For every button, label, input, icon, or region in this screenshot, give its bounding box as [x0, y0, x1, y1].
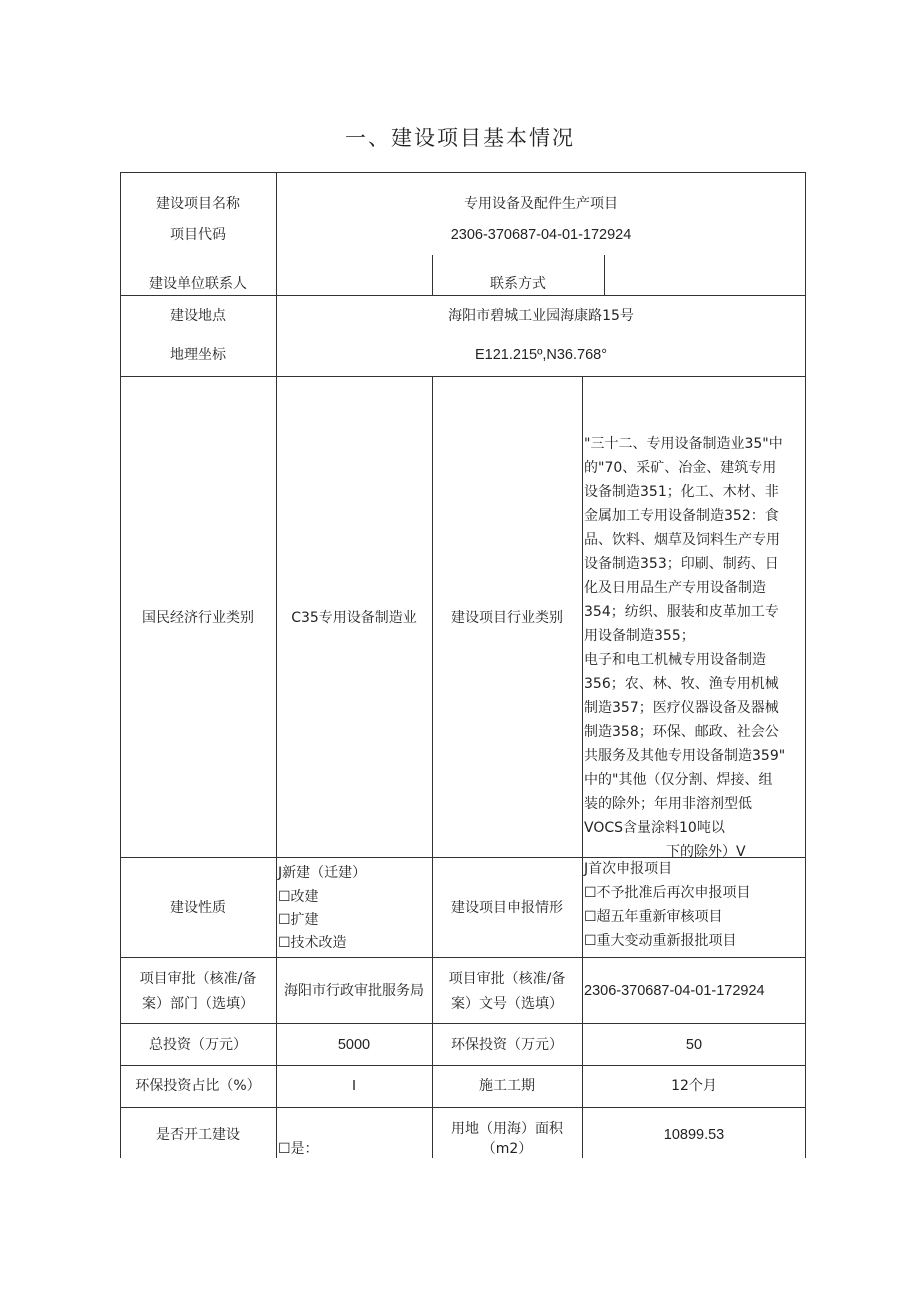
industry-value: C35专用设备制造业	[291, 610, 417, 626]
project-industry-line: 装的除外；年用非溶剂型低	[584, 796, 752, 812]
approval-dept-label-2: 案）部门（选填）	[142, 996, 254, 1012]
project-industry-line: 共服务及其他专用设备制造359"	[584, 748, 786, 764]
contact-person-label: 建设单位联系人	[149, 276, 247, 292]
construction-period-value: 12个月	[671, 1078, 717, 1094]
nature-option-new[interactable]: J新建（迁建）	[278, 865, 367, 881]
land-area-label-1: 用地（用海）面积	[451, 1121, 563, 1137]
industry-label: 国民经济行业类别	[142, 610, 254, 626]
row-divider	[120, 1065, 806, 1066]
project-industry-line: 设备制造351；化工、木材、非	[584, 484, 779, 500]
location-value: 海阳市碧城工业园海康路15号	[448, 308, 634, 324]
approval-doc-value: 2306-370687-04-01-172924	[584, 983, 765, 999]
row-divider	[120, 1107, 806, 1108]
total-investment-label: 总投资（万元）	[149, 1037, 247, 1053]
row-divider	[120, 1023, 806, 1024]
project-industry-line: 制造357；医疗仪器设备及器械	[584, 700, 779, 716]
construction-period-label: 施工工期	[479, 1078, 535, 1094]
total-investment-value: 5000	[337, 1037, 371, 1053]
row-divider	[120, 957, 806, 958]
page-title: 一、建设项目基本情况	[345, 126, 575, 150]
project-name-value: 专用设备及配件生产项目	[464, 196, 618, 212]
project-code-label: 项目代码	[170, 227, 226, 243]
declare-option-major-change[interactable]: ☐重大变动重新报批项目	[584, 933, 737, 949]
nature-option-rebuild[interactable]: ☐改建	[278, 889, 319, 905]
started-label: 是否开工建设	[156, 1127, 240, 1143]
project-industry-line: 的"70、采矿、冶金、建筑专用	[584, 460, 777, 476]
project-industry-line: 金属加工专用设备制造352：食	[584, 508, 779, 524]
env-investment-label: 环保投资（万元）	[451, 1037, 563, 1053]
project-industry-line: 化及日用品生产专用设备制造	[584, 580, 766, 596]
env-ratio-value: I	[351, 1078, 357, 1094]
env-ratio-label: 环保投资占比（%）	[135, 1078, 261, 1094]
project-industry-line: 354；纺织、服装和皮革加工专	[584, 604, 779, 620]
nature-label: 建设性质	[170, 900, 226, 916]
table-border-top	[120, 172, 806, 173]
nature-option-expand[interactable]: ☐扩建	[278, 912, 319, 928]
coords-label: 地理坐标	[170, 347, 226, 363]
project-industry-line: 用设备制造355；	[584, 628, 695, 644]
project-industry-label: 建设项目行业类别	[451, 610, 563, 626]
row-divider	[120, 295, 806, 296]
coords-value: E121.215º,N36.768°	[474, 347, 608, 363]
approval-dept-value: 海阳市行政审批服务局	[284, 983, 424, 999]
project-industry-line: 设备制造353；印刷、制药、日	[584, 556, 779, 572]
env-investment-value: 50	[685, 1037, 703, 1053]
declare-option-first[interactable]: J首次申报项目	[584, 861, 673, 877]
approval-dept-label-1: 项目审批（核准/备	[139, 971, 257, 987]
project-name-label: 建设项目名称	[156, 196, 240, 212]
project-industry-line: VOCS含量涂料10吨以	[584, 820, 725, 836]
project-industry-line: 电子和电工机械专用设备制造	[584, 652, 766, 668]
land-area-value: 10899.53	[663, 1127, 725, 1143]
project-industry-text	[584, 432, 806, 864]
location-label: 建设地点	[170, 308, 226, 324]
declare-option-resubmit[interactable]: ☐不予批准后再次申报项目	[584, 885, 751, 901]
declare-option-five-year[interactable]: ☐超五年重新审核项目	[584, 909, 723, 925]
col-divider	[604, 255, 605, 295]
approval-doc-label-1: 项目审批（核准/备	[448, 971, 566, 987]
started-option-yes[interactable]: ☐是：	[278, 1141, 319, 1157]
project-industry-line: 品、饮料、烟草及饲料生产专用	[584, 532, 780, 548]
declare-label: 建设项目申报情形	[451, 900, 563, 916]
project-industry-line: 制造358；环保、邮政、社会公	[584, 724, 779, 740]
land-area-label-2: （m2）	[481, 1141, 533, 1157]
approval-doc-label-2: 案）文号（选填）	[451, 996, 563, 1012]
nature-option-tech[interactable]: ☐技术改造	[278, 935, 347, 951]
contact-method-label: 联系方式	[490, 276, 546, 292]
project-industry-line: 中的"其他（仅分割、焊接、组	[584, 772, 773, 788]
project-industry-line: 下的除外）V	[666, 844, 746, 860]
project-industry-line: "三十二、专用设备制造业35"中	[584, 436, 783, 452]
project-industry-line: 356；农、林、牧、渔专用机械	[584, 676, 779, 692]
project-code-value: 2306-370687-04-01-172924	[450, 227, 632, 243]
row-divider	[120, 376, 806, 377]
